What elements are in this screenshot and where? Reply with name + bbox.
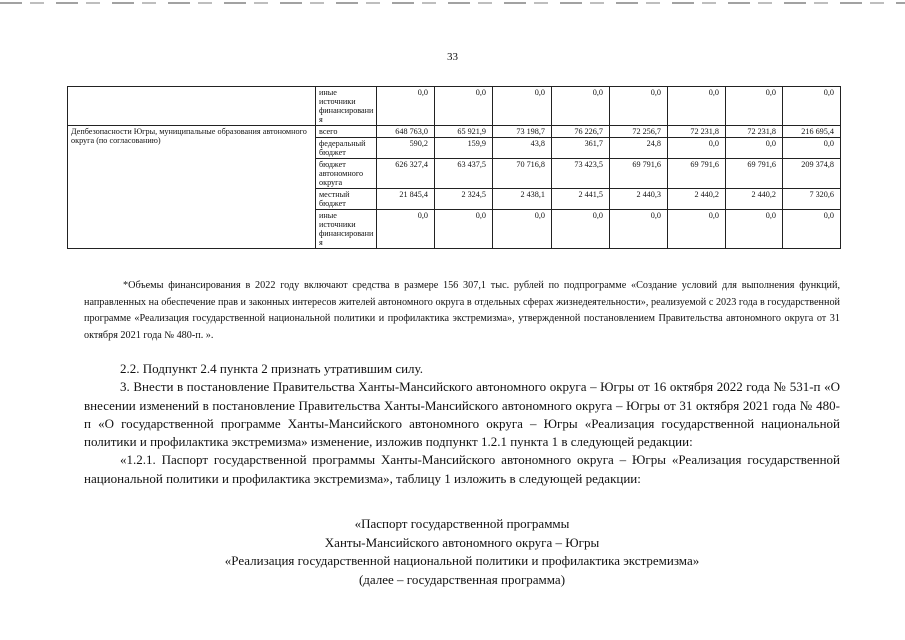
table-cell-value: 0,0: [668, 87, 726, 126]
table-cell-value: 65 921,9: [435, 126, 493, 138]
passport-title: [84, 515, 840, 589]
table-cell-value: 0,0: [726, 87, 783, 126]
table-cell-value: 0,0: [783, 210, 841, 249]
table-cell-value: 76 226,7: [552, 126, 610, 138]
paragraph: 3. Внести в постановление Правительства Ханты-Мансийского автономного округа – Югры от 16 октября 2022 года № 531-п «О внесении изменений в постановление Правительства Ханты-Мансийского автономного округа – Югры от 31 октября 2021 года № 480-п «О государственной программе Ханты-Мансийского автономного округа – Югры «Реализация государственной национальной политики и профилактика экстремизма» изменение, изложив подпункт 1.2.1 пункта 1 в следующей редакции:: [84, 379, 840, 450]
table-cell-value: 209 374,8: [783, 159, 841, 189]
table-cell-value: 2 440,3: [610, 189, 668, 210]
table-cell-source: иные источники финансировани я: [316, 210, 377, 249]
table-cell-value: 0,0: [668, 210, 726, 249]
table-cell-value: 0,0: [435, 87, 493, 126]
table-cell-value: 0,0: [377, 87, 435, 126]
passport-title-line: (далее – государственная программа): [358, 571, 566, 587]
document-body: [84, 360, 840, 488]
table-cell-value: 0,0: [726, 210, 783, 249]
table-cell-value: 73 423,5: [552, 159, 610, 189]
table-cell-value: 0,0: [610, 87, 668, 126]
table-row: [68, 126, 841, 138]
table-cell-value: 0,0: [493, 210, 552, 249]
table-cell-value: 2 440,2: [726, 189, 783, 210]
table-cell-source: всего: [316, 126, 377, 138]
table-cell-label: [68, 87, 316, 126]
table-cell-value: 69 791,6: [668, 159, 726, 189]
table-cell-value: 63 437,5: [435, 159, 493, 189]
passport-title-line: «Паспорт государственной программы: [354, 516, 570, 531]
table-cell-value: 0,0: [726, 138, 783, 159]
table-cell-value: 73 198,7: [493, 126, 552, 138]
table-cell-value: 69 791,6: [726, 159, 783, 189]
table-cell-value: 0,0: [783, 138, 841, 159]
table-cell-value: 2 324,5: [435, 189, 493, 210]
table-cell-value: 24,8: [610, 138, 668, 159]
table-cell-value: 590,2: [377, 138, 435, 159]
table-cell-value: 159,9: [435, 138, 493, 159]
table-cell-value: 70 716,8: [493, 159, 552, 189]
table-cell-value: 648 763,0: [377, 126, 435, 138]
paragraph: 2.2. Подпункт 2.4 пункта 2 признать утратившим силу.: [120, 361, 423, 376]
table-cell-value: 2 440,2: [668, 189, 726, 210]
table-cell-source: федеральный бюджет: [316, 138, 377, 159]
table-cell-value: 216 695,4: [783, 126, 841, 138]
table-cell-executor: Депбезопасности Югры, муниципальные образования автономного округа (по согласованию): [68, 126, 316, 249]
table-cell-value: 72 231,8: [726, 126, 783, 138]
table-cell-source: иные источники финансировани я: [316, 87, 377, 126]
footnote: [84, 278, 840, 344]
paragraph: «1.2.1. Паспорт государственной программы Ханты-Мансийского автономного округа – Югры «Реализация государственной национальной политики и профилактика экстремизма», таблицу 1 изложить в следующей редакции:: [84, 452, 840, 486]
table-cell-value: 72 231,8: [668, 126, 726, 138]
table-cell-value: 21 845,4: [377, 189, 435, 210]
table-cell-value: 361,7: [552, 138, 610, 159]
table-row: [68, 87, 841, 126]
table-cell-source: местный бюджет: [316, 189, 377, 210]
page-number: 33: [447, 51, 458, 63]
table-cell-value: 7 320,6: [783, 189, 841, 210]
footnote-text: *Объемы финансирования в 2022 году включают средства в размере 156 307,1 тыс. рублей по подпрограмме «Создание условий для выполнения функций, направленных на обеспечение прав и законных интересов жителей автономного округа в отдельных сферах жизнедеятельности», реализуемой с 2023 года в государственной программе «Реализация государственной национальной политики и профилактика экстремизма», утвержденной постановлением Правительства автономного округа от 31 октября 2021 года № 480-п. ».: [84, 280, 840, 341]
table-cell-value: 0,0: [552, 87, 610, 126]
passport-title-line: «Реализация государственной национальной политики и профилактика экстремизма»: [224, 553, 700, 568]
table-cell-value: 0,0: [377, 210, 435, 249]
table-cell-value: 0,0: [783, 87, 841, 126]
table-cell-value: 0,0: [552, 210, 610, 249]
table-cell-source: бюджет автономного округа: [316, 159, 377, 189]
table-cell-value: 2 441,5: [552, 189, 610, 210]
scan-edge-artifact: [0, 2, 905, 4]
passport-title-line: Ханты-Мансийского автономного округа – Югры: [324, 534, 600, 550]
table-cell-value: 0,0: [610, 210, 668, 249]
table-cell-value: 2 438,1: [493, 189, 552, 210]
table-cell-value: 0,0: [435, 210, 493, 249]
table-cell-value: 626 327,4: [377, 159, 435, 189]
financing-table: [67, 86, 841, 249]
table-cell-value: 0,0: [493, 87, 552, 126]
table-cell-value: 72 256,7: [610, 126, 668, 138]
table-cell-value: 0,0: [668, 138, 726, 159]
table-cell-value: 43,8: [493, 138, 552, 159]
table-cell-value: 69 791,6: [610, 159, 668, 189]
